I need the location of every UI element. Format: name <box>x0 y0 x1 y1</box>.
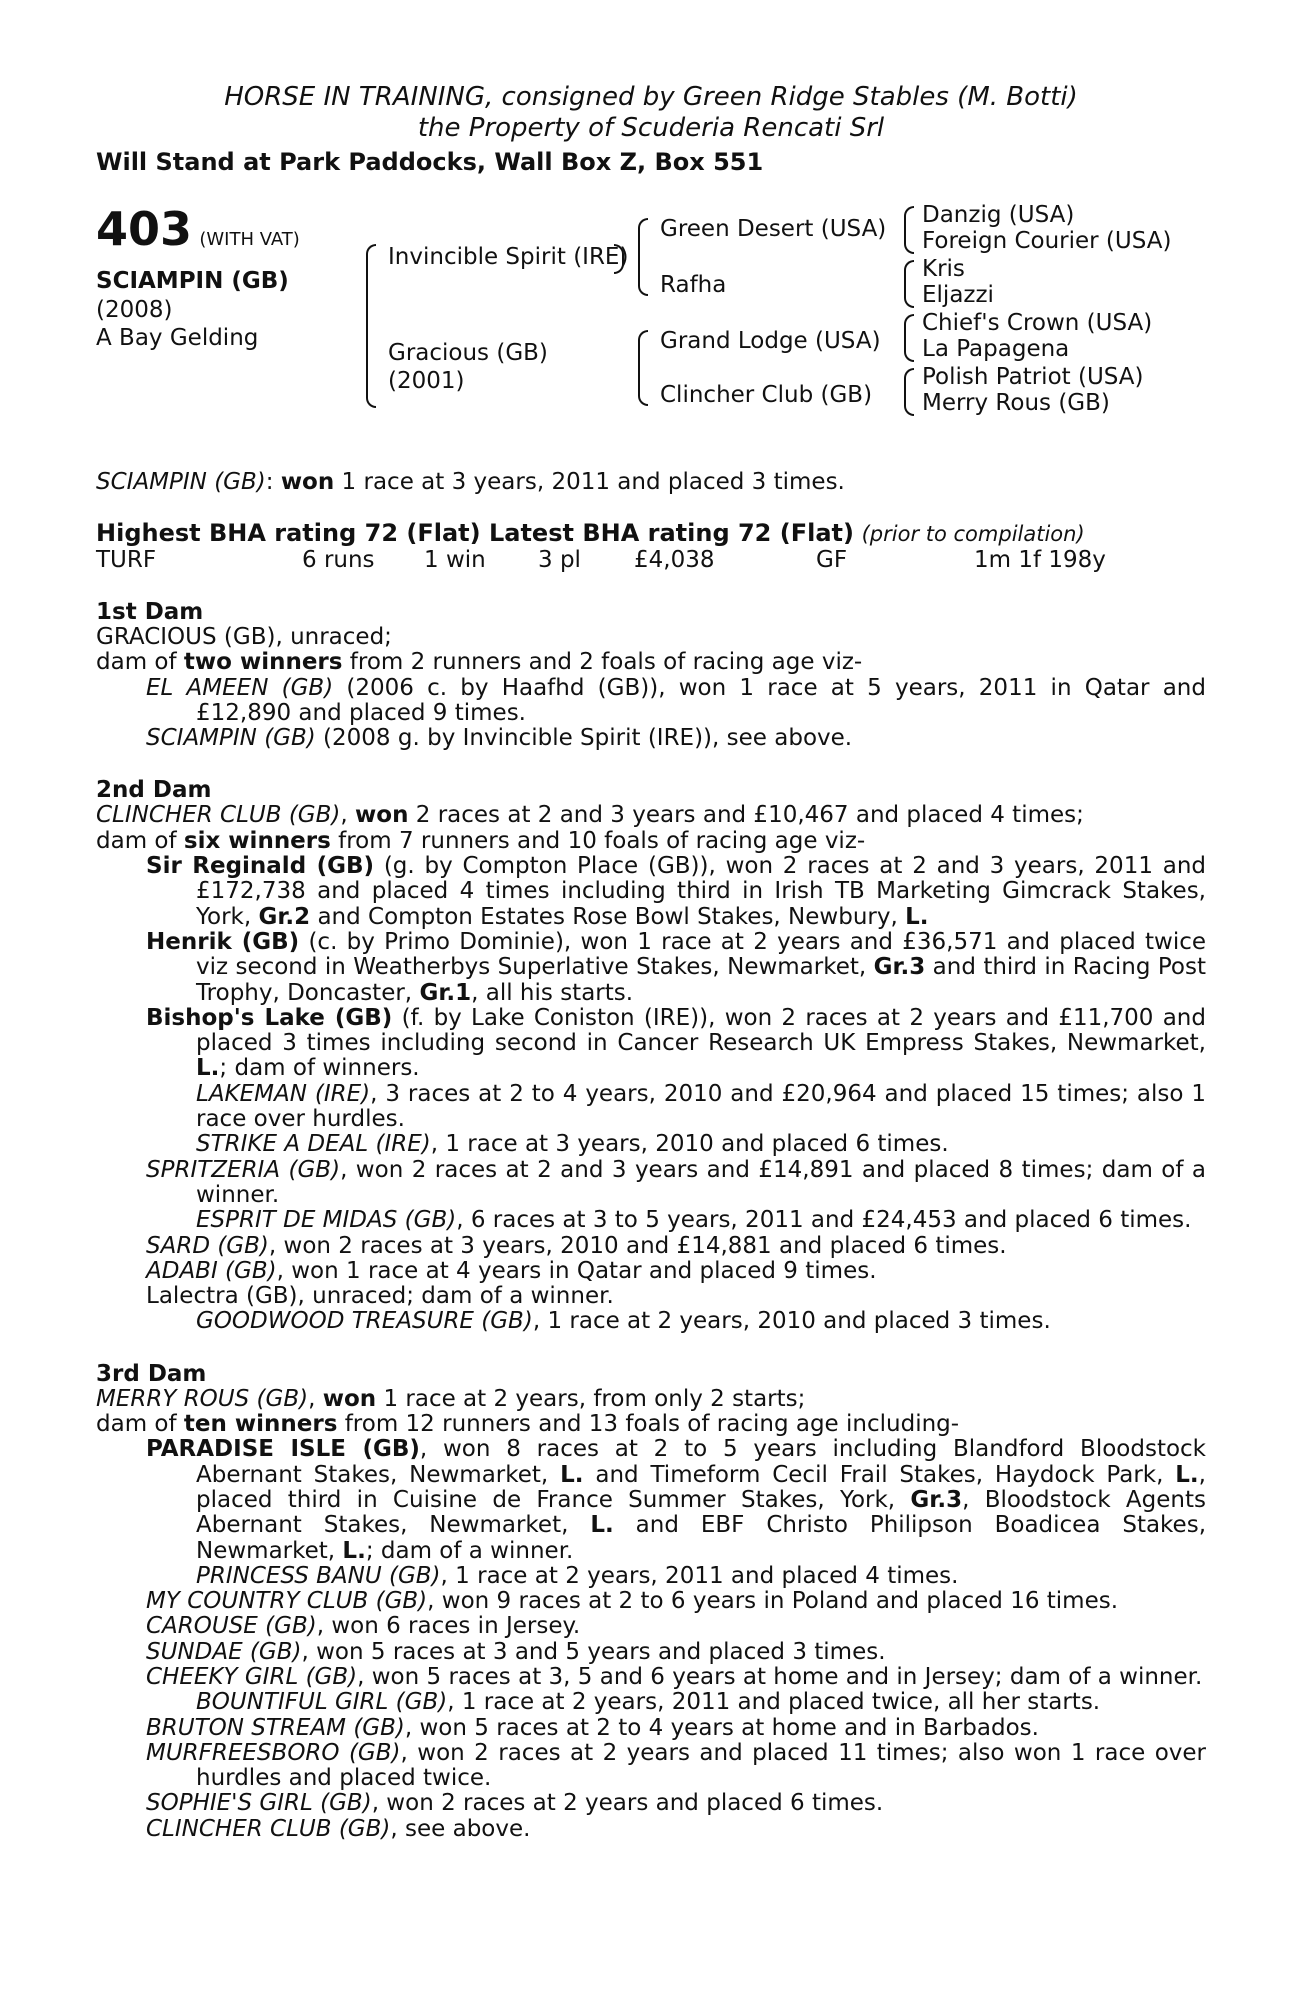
turf-wins: 1 win <box>424 547 486 573</box>
gen3-sss: Danzig (USA) <box>922 202 1075 228</box>
turf-prize: £4,038 <box>634 547 715 573</box>
horse-description: A Bay Gelding <box>96 325 259 351</box>
second-dam-section <box>96 803 1206 1334</box>
rating-text: Highest BHA rating 72 (Flat) Latest BHA rating 72 (Flat) <box>96 519 854 547</box>
lot-heading <box>96 202 300 256</box>
gen3-dsd: La Papagena <box>922 336 1070 362</box>
turf-placed: 3 pl <box>538 547 581 573</box>
rating-note: (prior to compilation) <box>861 522 1085 546</box>
produce-entry: SUNDAE (GB), won 5 races at 3 and 5 years and placed 3 times. <box>146 1638 886 1665</box>
gen3-ddd: Merry Rous (GB) <box>922 390 1110 416</box>
grand-produce-entry: STRIKE A DEAL (IRE), 1 race at 3 years, 2010 and placed 6 times. <box>196 1131 949 1158</box>
pedigree-block <box>96 202 1206 462</box>
dam: Gracious (GB) <box>388 340 548 366</box>
turf-distance: 1m 1f 198y <box>974 547 1106 573</box>
turf-runs: 6 runs <box>302 547 375 573</box>
produce-entry: SOPHIE'S GIRL (GB), won 2 races at 2 years and placed 6 times. <box>146 1790 884 1817</box>
gen3-dss: Chief's Crown (USA) <box>922 310 1153 336</box>
third-dam-produce-line: dam of ten winners from 12 runners and 13 foals of racing age including- <box>96 1411 960 1438</box>
summary-text: 1 race at 3 years, 2011 and placed 3 times. <box>334 469 845 495</box>
second-dam-line: CLINCHER CLUB (GB), won 2 races at 2 and 3 years and £10,467 and placed 4 times; <box>96 802 1084 829</box>
dam-year: (2001) <box>388 368 465 394</box>
produce-entry: Bishop's Lake (GB) (f. by Lake Coniston (IRE)), won 2 races at 2 years and £11,700 and placed 3 times including second in Cancer Research UK Empress Stakes, Newmarket, L.; dam of winners. <box>146 1004 1206 1082</box>
gen3-brace-4 <box>904 368 914 416</box>
gen3-brace-1 <box>904 206 914 254</box>
grand-produce-entry: ESPRIT DE MIDAS (GB), 6 races at 3 to 5 years, 2011 and £24,453 and placed 6 times. <box>196 1207 1192 1234</box>
gen3-brace-3 <box>904 314 914 362</box>
turf-going: GF <box>816 547 848 573</box>
first-dam-line: GRACIOUS (GB), unraced; <box>96 624 392 650</box>
gen3-ssd: Foreign Courier (USA) <box>922 228 1172 254</box>
turf-surface: TURF <box>96 547 157 573</box>
grand-produce-entry: PRINCESS BANU (GB), 1 race at 2 years, 2011 and placed 4 times. <box>196 1562 959 1589</box>
produce-entry: CLINCHER CLUB (GB), see above. <box>146 1815 531 1842</box>
produce-entry: SPRITZERIA (GB), won 2 races at 2 and 3 years and £14,891 and placed 8 times; dam of a winner. <box>146 1156 1206 1208</box>
dam-sire: Grand Lodge (USA) <box>660 328 881 354</box>
consignor-line: HORSE IN TRAINING, consigned by Green Ridge Stables (M. Botti) <box>224 82 1078 112</box>
produce-entry: PARADISE ISLE (GB), won 8 races at 2 to 5 years including Blandford Bloodstock Abernant Stakes, Newmarket, L. and Timeform Cecil Frail Stakes, Haydock Park, L., placed third in Cuisine de France Summer Stakes, York, Gr.3, Bloodstock Agents Abernant Stakes, Newmarket, L. and EBF Christo Philipson Boadicea Stakes, Newmarket, L.; dam of a winner. <box>146 1436 1206 1564</box>
produce-entry: BRUTON STREAM (GB), won 5 races at 2 to 4 years at home and in Barbados. <box>146 1714 1039 1741</box>
produce-entry: Lalectra (GB), unraced; dam of a winner. <box>146 1283 614 1310</box>
dam-dam: Clincher Club (GB) <box>660 382 873 408</box>
produce-entry: MURFREESBORO (GB), won 2 races at 2 years and placed 11 times; also won 1 race over hurdles and placed twice. <box>146 1739 1206 1792</box>
second-dam-heading: 2nd Dam <box>96 777 212 804</box>
produce-entry: SARD (GB), won 2 races at 3 years, 2010 and £14,881 and placed 6 times. <box>146 1232 1007 1259</box>
stand-location: Will Stand at Park Paddocks, Wall Box Z, Box 551 <box>96 148 764 176</box>
race-summary: SCIAMPIN (GB): won 1 race at 3 years, 2011 and placed 3 times. <box>96 469 845 495</box>
first-dam-produce-line: dam of two winners from 2 runners and 2 foals of racing age viz- <box>96 649 863 676</box>
sire-sire: Green Desert (USA) <box>660 216 887 242</box>
gen3-dds: Polish Patriot (USA) <box>922 364 1144 390</box>
first-dam-heading: 1st Dam <box>96 599 204 625</box>
gen3-sdd: Eljazzi <box>922 282 994 308</box>
pedigree-brace <box>366 244 376 408</box>
foaling-year: (2008) <box>96 297 173 323</box>
catalogue-page <box>96 82 1206 1842</box>
grand-produce-entry: BOUNTIFUL GIRL (GB), 1 race at 2 years, 2011 and placed twice, all her starts. <box>196 1689 1101 1716</box>
produce-entry: MY COUNTRY CLUB (GB), won 9 races at 2 to 6 years in Poland and placed 16 times. <box>146 1588 1119 1615</box>
gen3-brace-2 <box>904 260 914 308</box>
third-dam-line: MERRY ROUS (GB), won 1 race at 2 years, from only 2 starts; <box>96 1385 806 1412</box>
produce-entry: Henrik (GB) (c. by Primo Dominie), won 1 race at 2 years and £36,571 and placed twice viz second in Weatherbys Superlative Stakes, Newmarket, Gr.3 and third in Racing Post Trophy, Doncaster, Gr.1, all his starts. <box>146 928 1207 1006</box>
grand-produce-entry: GOODWOOD TREASURE (GB), 1 race at 2 years, 2010 and placed 3 times. <box>196 1308 1051 1335</box>
produce-entry: SCIAMPIN (GB) (2008 g. by Invincible Spirit (IRE)), see above. <box>146 725 853 752</box>
third-dam-heading: 3rd Dam <box>96 1360 207 1387</box>
second-dam-produce-line: dam of six winners from 7 runners and 10 foals of racing age viz- <box>96 827 866 854</box>
first-dam-section <box>96 625 1206 751</box>
sire-brace <box>638 218 648 296</box>
lot-number: 403 <box>96 202 193 256</box>
turf-record <box>96 547 1206 573</box>
vat-note: (WITH VAT) <box>199 229 300 250</box>
dam-brace <box>638 330 648 406</box>
sire: Invincible Spirit (IRE) <box>388 244 629 270</box>
produce-entry: ADABI (GB), won 1 race at 4 years in Qatar and placed 9 times. <box>146 1257 877 1284</box>
bha-rating <box>96 520 1206 547</box>
summary-won: won <box>280 469 335 495</box>
produce-entry: Sir Reginald (GB) (g. by Compton Place (GB)), won 2 races at 2 and 3 years, 2011 and £172,738 and placed 4 times including third in Irish TB Marketing Gimcrack Stakes, York, Gr.2 and Compton Estates Rose Bowl Stakes, Newbury, L. <box>146 853 1206 930</box>
gen3-sds: Kris <box>922 256 965 282</box>
grand-produce-entry: LAKEMAN (IRE), 3 races at 2 to 4 years, 2010 and £20,964 and placed 15 times; also 1 race over hurdles. <box>196 1080 1207 1133</box>
produce-entry: EL AMEEN (GB) (2006 c. by Haafhd (GB)), won 1 race at 5 years, 2011 in Qatar and £12,890 and placed 9 times. <box>146 674 1206 726</box>
summary-horse: SCIAMPIN (GB) <box>96 469 266 495</box>
produce-entry: CHEEKY GIRL (GB), won 5 races at 3, 5 and 6 years at home and in Jersey; dam of a winner. <box>146 1663 1203 1690</box>
third-dam-section <box>96 1387 1206 1842</box>
produce-entry: CAROUSE (GB), won 6 races in Jersey. <box>146 1613 581 1640</box>
sire-dam: Rafha <box>660 272 727 298</box>
owner-line: the Property of Scuderia Rencati Srl <box>417 113 885 143</box>
horse-name: SCIAMPIN (GB) <box>96 268 289 294</box>
